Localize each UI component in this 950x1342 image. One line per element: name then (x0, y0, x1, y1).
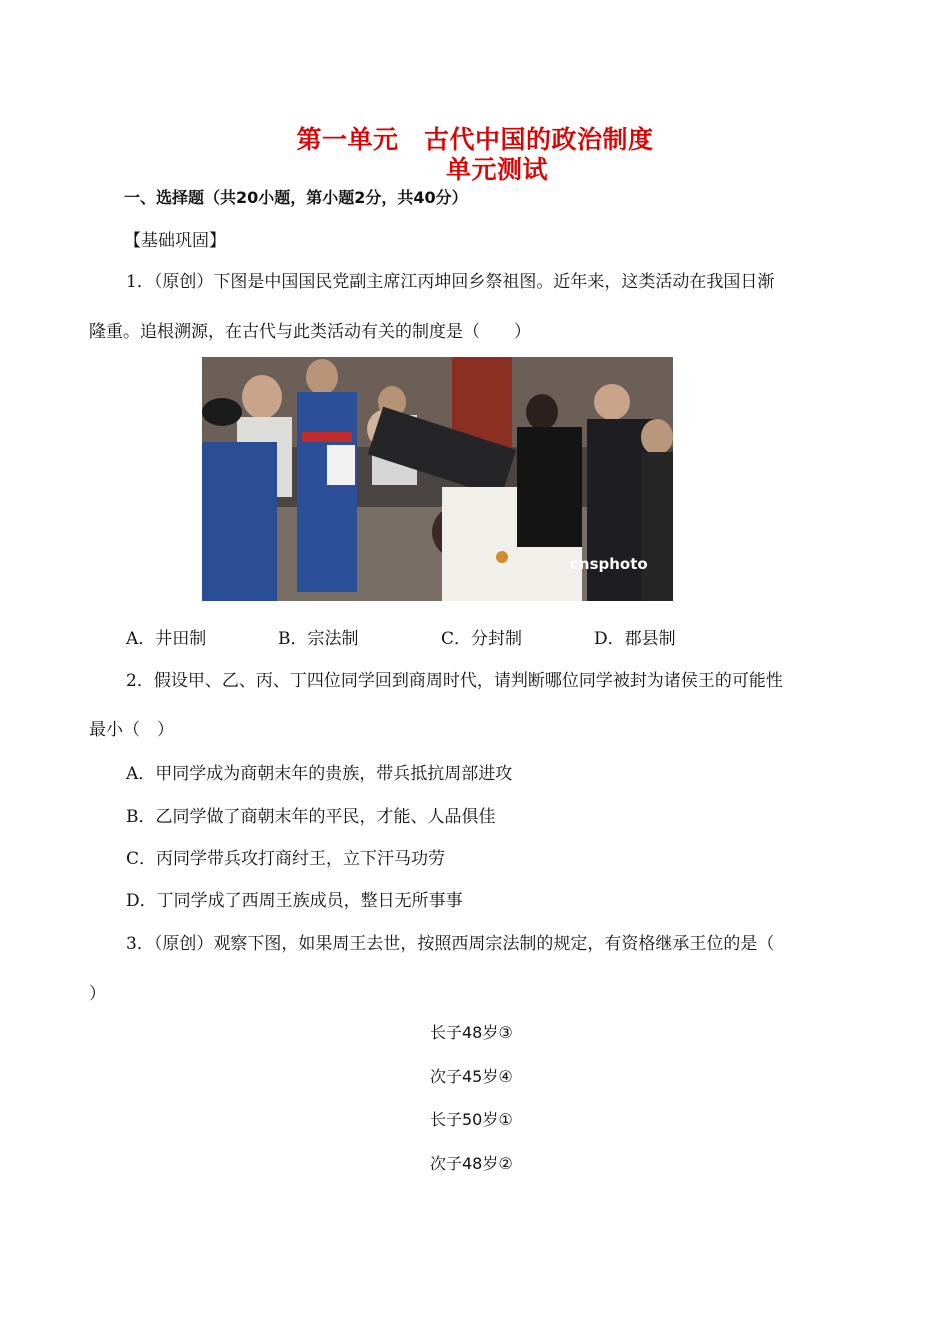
succession-item-4: 次子48岁② (430, 1154, 513, 1173)
question-3-text-line-1: 3．（原创）观察下图，如果周王去世，按照西周宗法制的规定，有资格继承王位的是（ (126, 934, 775, 954)
question-1-option-c: C．分封制 (441, 629, 523, 649)
section-subheading: 【基础巩固】 (124, 231, 226, 251)
question-1-text-line-2: 隆重。追根溯源，在古代与此类活动有关的制度是（ ） (89, 322, 531, 342)
question-1-text-line-1: 1．（原创）下图是中国国民党副主席江丙坤回乡祭祖图。近年来，这类活动在我国日渐 (126, 272, 775, 292)
question-2-text-line-1: 2．假设甲、乙、丙、丁四位同学回到商周时代，请判断哪位同学被封为诸侯王的可能性 (126, 671, 783, 691)
document-title: 第一单元 古代中国的政治制度 (296, 125, 654, 154)
succession-item-3: 长子50岁① (430, 1110, 513, 1129)
ancestor-worship-photo (202, 357, 673, 601)
question-2-option-c: C．丙同学带兵攻打商纣王，立下汗马功劳 (126, 849, 446, 869)
question-2-option-b: B．乙同学做了商朝末年的平民，才能、人品俱佳 (126, 807, 496, 827)
question-2-text-line-2: 最小（ ） (89, 720, 174, 740)
question-1-option-a: A．井田制 (126, 629, 207, 649)
question-2-option-a: A．甲同学成为商朝末年的贵族，带兵抵抗周部进攻 (126, 764, 513, 784)
question-1-option-d: D．郡县制 (594, 629, 676, 649)
question-3-text-line-2: ） (89, 984, 106, 1004)
succession-item-1: 长子48岁③ (430, 1023, 513, 1042)
photo-watermark: cnsphoto (570, 555, 648, 573)
section-heading: 一、选择题（共20小题，第小题2分，共40分） (124, 188, 468, 207)
document-subtitle: 单元测试 (445, 155, 548, 184)
succession-item-2: 次子45岁④ (430, 1067, 513, 1086)
question-1-option-b: B．宗法制 (278, 629, 359, 649)
question-2-option-d: D．丁同学成了西周王族成员，整日无所事事 (126, 891, 463, 911)
